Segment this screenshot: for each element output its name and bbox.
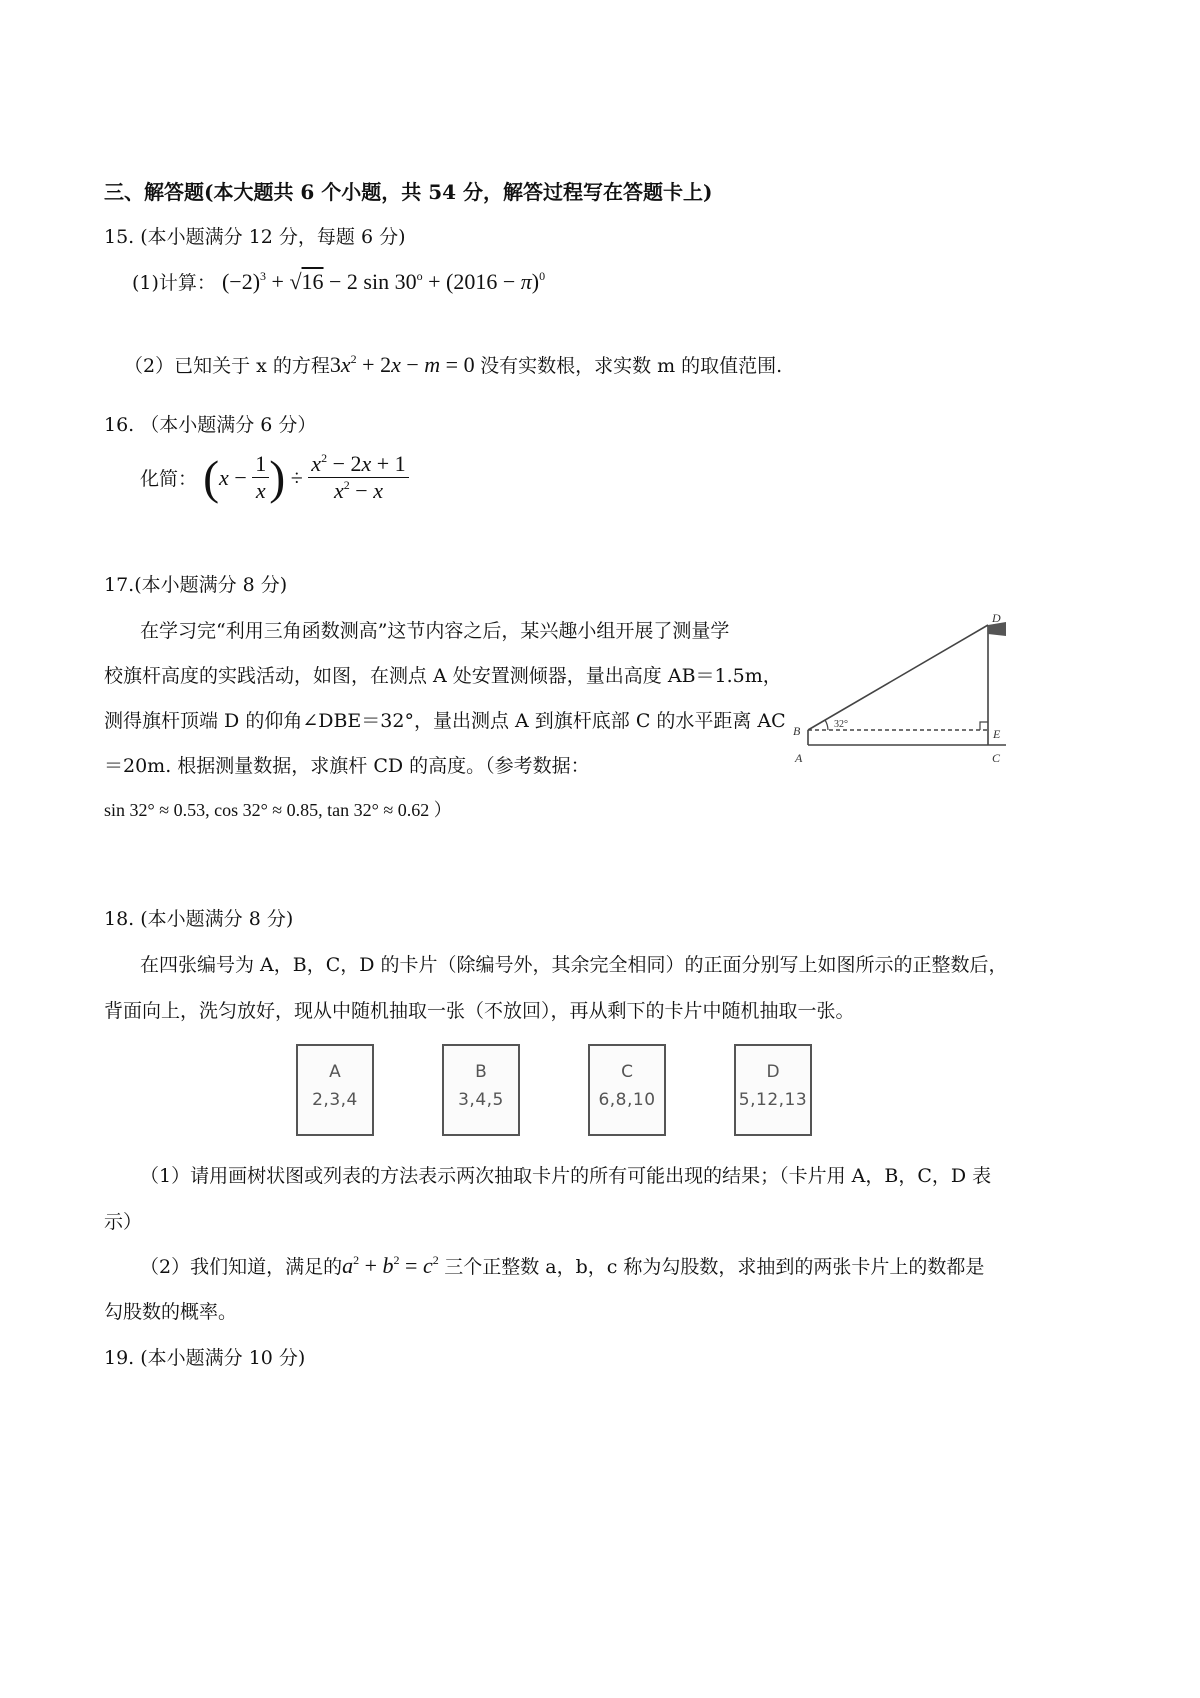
q18-part1-line1: （1）请用画树状图或列表的方法表示两次抽取卡片的所有可能出现的结果；（卡片用 A，B，C，D 表 xyxy=(140,1165,992,1187)
q17-line2: 校旗杆高度的实践活动，如图，在测点 A 处安置测倾器，量出高度 AB＝1.5m， xyxy=(104,665,782,687)
card-d-values: 5,12,13 xyxy=(738,1090,808,1110)
q18-part1-line2: 示） xyxy=(104,1211,143,1233)
q18-part2-prefix: （2）我们知道，满足的 xyxy=(140,1256,343,1278)
q17-line4: ＝20m. 根据测量数据，求旗杆 CD 的高度。（参考数据： xyxy=(104,755,590,777)
label-e: E xyxy=(993,727,1001,741)
q16-formula: (x − $\frac{1}{x}$ ) ÷ $\frac{x^2 - 2x + 1}{x^2 - x}$ xyxy=(203,463,409,488)
card-a-values: 2,3,4 xyxy=(312,1090,358,1110)
label-c: C xyxy=(992,751,1001,765)
q17-line1: 在学习完“利用三角函数测高”这节内容之后，某兴趣小组开展了测量学 xyxy=(140,620,730,642)
card-a xyxy=(296,1044,374,1136)
flagpole-figure xyxy=(790,612,1016,777)
q15-part2-suffix: 没有实数根，求实数 m 的取值范围. xyxy=(480,355,783,377)
q15-part1-prefix: (1)计算： xyxy=(132,272,216,294)
q15-part1-expression: $(-2)^3 + √16 - 2$ $\sin 30^o + (2016 - \pi)^0$ xyxy=(221,269,546,294)
q17-header: 17.(本小题满分 8 分) xyxy=(104,574,288,596)
q18-line2: 背面向上，洗匀放好，现从中随机抽取一张（不放回），再从剩下的卡片中随机抽取一张。 xyxy=(104,1000,855,1022)
q16-prefix: 化简： xyxy=(140,468,198,490)
q15-part1 xyxy=(132,268,545,295)
card-c xyxy=(588,1044,666,1136)
right-angle-mark xyxy=(980,722,988,730)
label-angle: 32° xyxy=(834,719,848,730)
sight-line-bd xyxy=(808,625,988,730)
q18-header: 18. (本小题满分 8 分) xyxy=(104,908,294,930)
q17-reference-data: sin 32° ≈ 0.53, cos 32° ≈ 0.85, tan 32° ≈ 0.62 ） xyxy=(104,800,452,820)
q15-header: 15. (本小题满分 12 分，每题 6 分) xyxy=(104,226,406,248)
label-d: D xyxy=(992,612,1001,625)
label-a: A xyxy=(795,751,803,765)
card-d xyxy=(734,1044,812,1136)
card-b xyxy=(442,1044,520,1136)
card-d-label: D xyxy=(766,1062,780,1082)
q16-expression xyxy=(140,450,409,505)
q17-line3: 测得旗杆顶端 D 的仰角∠DBE＝32°，量出测点 A 到旗杆底部 C 的水平距离 AC xyxy=(104,710,786,732)
q15-part2-prefix: （2）已知关于 x 的方程 xyxy=(124,355,330,377)
q15-part2 xyxy=(124,351,782,378)
card-b-label: B xyxy=(475,1062,487,1082)
section-title-bold: 三、解答题 xyxy=(104,180,204,204)
q15-part2-equation: $3x^2 + 2x - m = 0$ xyxy=(329,352,481,377)
q18-part2-line2: 勾股数的概率。 xyxy=(104,1301,238,1323)
section-title-note: (本大题共 6 个小题，共 54 分，解答过程写在答题卡上) xyxy=(204,180,713,204)
card-c-values: 6,8,10 xyxy=(598,1090,656,1110)
q18-line1: 在四张编号为 A，B，C，D 的卡片（除编号外，其余完全相同）的正面分别写上如图所示的正整数后， xyxy=(140,954,1008,976)
card-c-label: C xyxy=(621,1062,633,1082)
q18-part2-suffix: 三个正整数 a，b，c 称为勾股数，求抽到的两张卡片上的数都是 xyxy=(444,1256,985,1278)
card-a-label: A xyxy=(329,1062,341,1082)
q18-part2-line1 xyxy=(140,1252,984,1279)
q19-header: 19. (本小题满分 10 分) xyxy=(104,1347,306,1369)
label-b: B xyxy=(793,724,801,738)
section-title xyxy=(104,176,713,205)
angle-arc xyxy=(825,720,828,730)
pythagorean-equation: $a^2 + b^2 = c^2$ xyxy=(342,1253,439,1278)
card-b-values: 3,4,5 xyxy=(458,1090,504,1110)
q16-header: 16. （本小题满分 6 分） xyxy=(104,414,317,436)
